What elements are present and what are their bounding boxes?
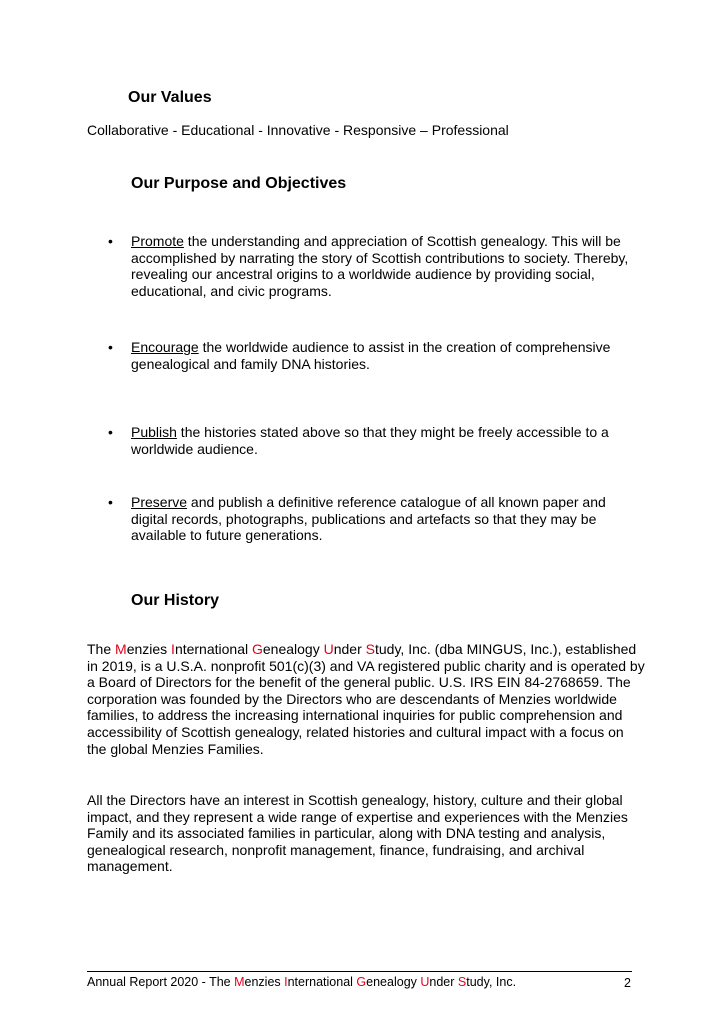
- org-initial: U: [323, 641, 334, 657]
- org-name: [115, 641, 431, 657]
- values-heading: Our Values: [128, 89, 212, 106]
- org-initial: S: [457, 975, 467, 989]
- list-item: [108, 424, 638, 457]
- org-word: nternational: [287, 975, 357, 989]
- list-item: [108, 233, 638, 299]
- objective-text: and publish a definitive reference catalogue of all known paper and digital records, photographs, publications and artefacts so that they may be available to future generations.: [131, 494, 606, 544]
- org-initial: G: [356, 975, 367, 989]
- org-word: enzies: [244, 975, 285, 989]
- paragraph-body: (dba MINGUS, Inc.), established in 2019, is a U.S.A. nonprofit 501(c)(3) and VA registered public charity and is operated by a Board of Directors for the benefit of the general public. U.S. IRS EIN 84-2768659. The corporation was founded by the Directors who are descendants of Menzies worldwide families, to address the increasing international inquiries for public comprehension and accessibility of Scottish genealogy, related histories and cultural impact with a focus on the global Menzies Families.: [87, 641, 645, 757]
- objective-keyword: Promote: [131, 233, 184, 249]
- paragraph-lead: The: [87, 641, 116, 657]
- objective-text: the worldwide audience to assist in the creation of comprehensive genealogical and family DNA histories.: [131, 339, 611, 372]
- org-word: nder: [333, 641, 366, 657]
- org-initial: U: [420, 975, 430, 989]
- objective-keyword: Encourage: [131, 339, 199, 355]
- footer-lead: Annual Report 2020 - The: [87, 975, 235, 989]
- org-word: enealogy: [262, 641, 324, 657]
- objective-keyword: Preserve: [131, 494, 188, 510]
- org-word: tudy, Inc.: [466, 975, 517, 989]
- purpose-heading: Our Purpose and Objectives: [131, 175, 347, 192]
- objective-text: the histories stated above so that they might be freely accessible to a worldwide audience.: [131, 424, 609, 457]
- list-item: [108, 339, 638, 372]
- org-word: enzies: [126, 641, 172, 657]
- history-heading: Our History: [131, 592, 220, 609]
- bullet-icon: •: [108, 494, 113, 510]
- history-paragraph-2: All the Directors have an interest in Scottish genealogy, history, culture and their global impact, and they represent a wide range of expertise and experiences with the Menzies Family and its associated families in particular, along with DNA testing and analysis, genealogical research, nonprofit management, finance, fundraising, and archival management.: [87, 792, 628, 875]
- bullet-icon: •: [108, 339, 113, 355]
- history-paragraph-1: [87, 641, 647, 757]
- org-initial: M: [234, 975, 245, 989]
- list-item: [108, 494, 638, 544]
- bullet-icon: •: [108, 424, 113, 440]
- footer-title: [87, 975, 516, 990]
- values-list: Collaborative - Educational - Innovative - Responsive – Professional: [87, 122, 509, 138]
- org-word: nder: [429, 975, 458, 989]
- objective-text: the understanding and appreciation of Scottish genealogy. This will be accomplished by narrating the story of Scottish contributions to society. Thereby, revealing our ancestral origins to a worldwide audience by providing social, educational, and civic programs.: [131, 233, 629, 299]
- org-initial: G: [252, 641, 263, 657]
- org-word: nternational: [174, 641, 252, 657]
- org-initial: I: [171, 641, 175, 657]
- org-initial: M: [115, 641, 127, 657]
- page-number: 2: [624, 976, 631, 990]
- org-word: enealogy: [366, 975, 421, 989]
- bullet-icon: •: [108, 233, 113, 249]
- org-word: tudy, Inc.: [375, 641, 431, 657]
- footer-divider: [87, 971, 632, 972]
- objective-keyword: Publish: [131, 424, 177, 440]
- org-initial: I: [284, 975, 288, 989]
- org-initial: S: [365, 641, 375, 657]
